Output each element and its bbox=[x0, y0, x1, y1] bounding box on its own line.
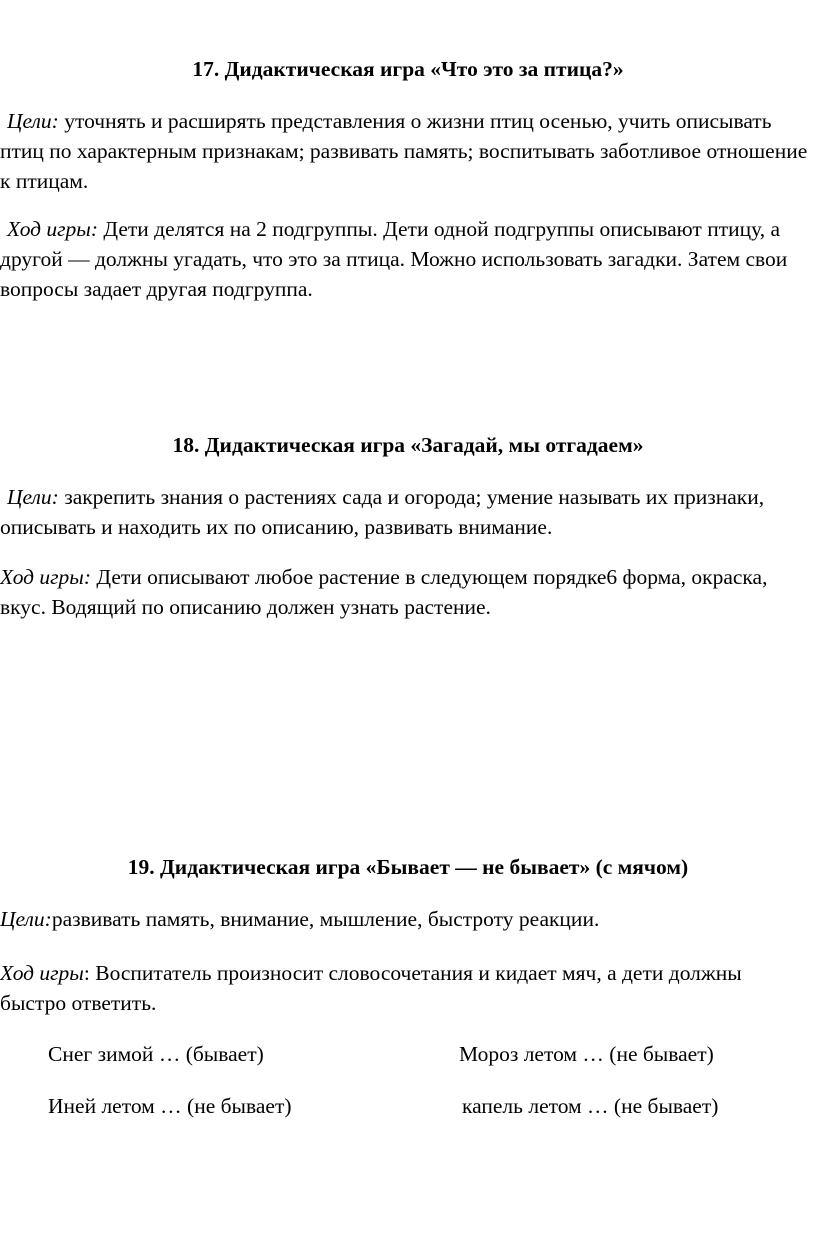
game17-title: 17. Дидактическая игра «Что это за птица?» bbox=[192, 57, 624, 81]
game19-course bbox=[0, 958, 808, 1018]
game19-course-label: Ход игры bbox=[0, 961, 84, 985]
game17-course-text: Дети делятся на 2 подгруппы. Дети одной подгруппы описывают птицу, а другой — должны угадать, что это за птица. Можно использовать загадки. Затем свои вопросы задает другая подгруппа. bbox=[0, 217, 788, 301]
game18-course bbox=[0, 562, 808, 622]
game17-course bbox=[0, 214, 808, 304]
game19-course-text: : Воспитатель произносит словосочетания и кидает мяч, а дети должны быстро ответить. bbox=[0, 961, 742, 1015]
game17-goals-label: Цели: bbox=[7, 109, 59, 133]
game17-goals-text: уточнять и расширять представления о жизни птиц осенью, учить описывать птиц по характерным признакам; развивать память; воспитывать заботливое отношение к птицам. bbox=[0, 109, 808, 193]
game17-goals bbox=[0, 106, 808, 196]
example-item: капель летом … (не бывает) bbox=[462, 1094, 719, 1118]
game19-goals-text: развивать память, внимание, мышление, быстроту реакции. bbox=[51, 907, 600, 931]
game19-title: 19. Дидактическая игра «Бывает — не бывает» (с мячом) bbox=[127, 855, 689, 879]
example-item: Иней летом … (не бывает) bbox=[48, 1094, 292, 1118]
game18-title: 18. Дидактическая игра «Загадай, мы отгадаем» bbox=[172, 433, 644, 457]
game19-goals-label: Цели: bbox=[0, 907, 52, 931]
example-item: Снег зимой … (бывает) bbox=[48, 1042, 264, 1066]
game18-goals-text: закрепить знания о растениях сада и огорода; умение называть их признаки, описывать и находить их по описанию, развивать внимание. bbox=[0, 485, 765, 539]
game17-course-label: Ход игры: bbox=[7, 217, 99, 241]
game19-goals bbox=[0, 904, 808, 934]
game18-goals-label: Цели: bbox=[7, 485, 59, 509]
game18-course-text: Дети описывают любое растение в следующем порядке6 форма, окраска, вкус. Водящий по описанию должен узнать растение. bbox=[0, 565, 768, 619]
game18-course-label: Ход игры: bbox=[0, 565, 92, 589]
example-item: Мороз летом … (не бывает) bbox=[459, 1042, 714, 1066]
game18-goals bbox=[0, 482, 808, 542]
